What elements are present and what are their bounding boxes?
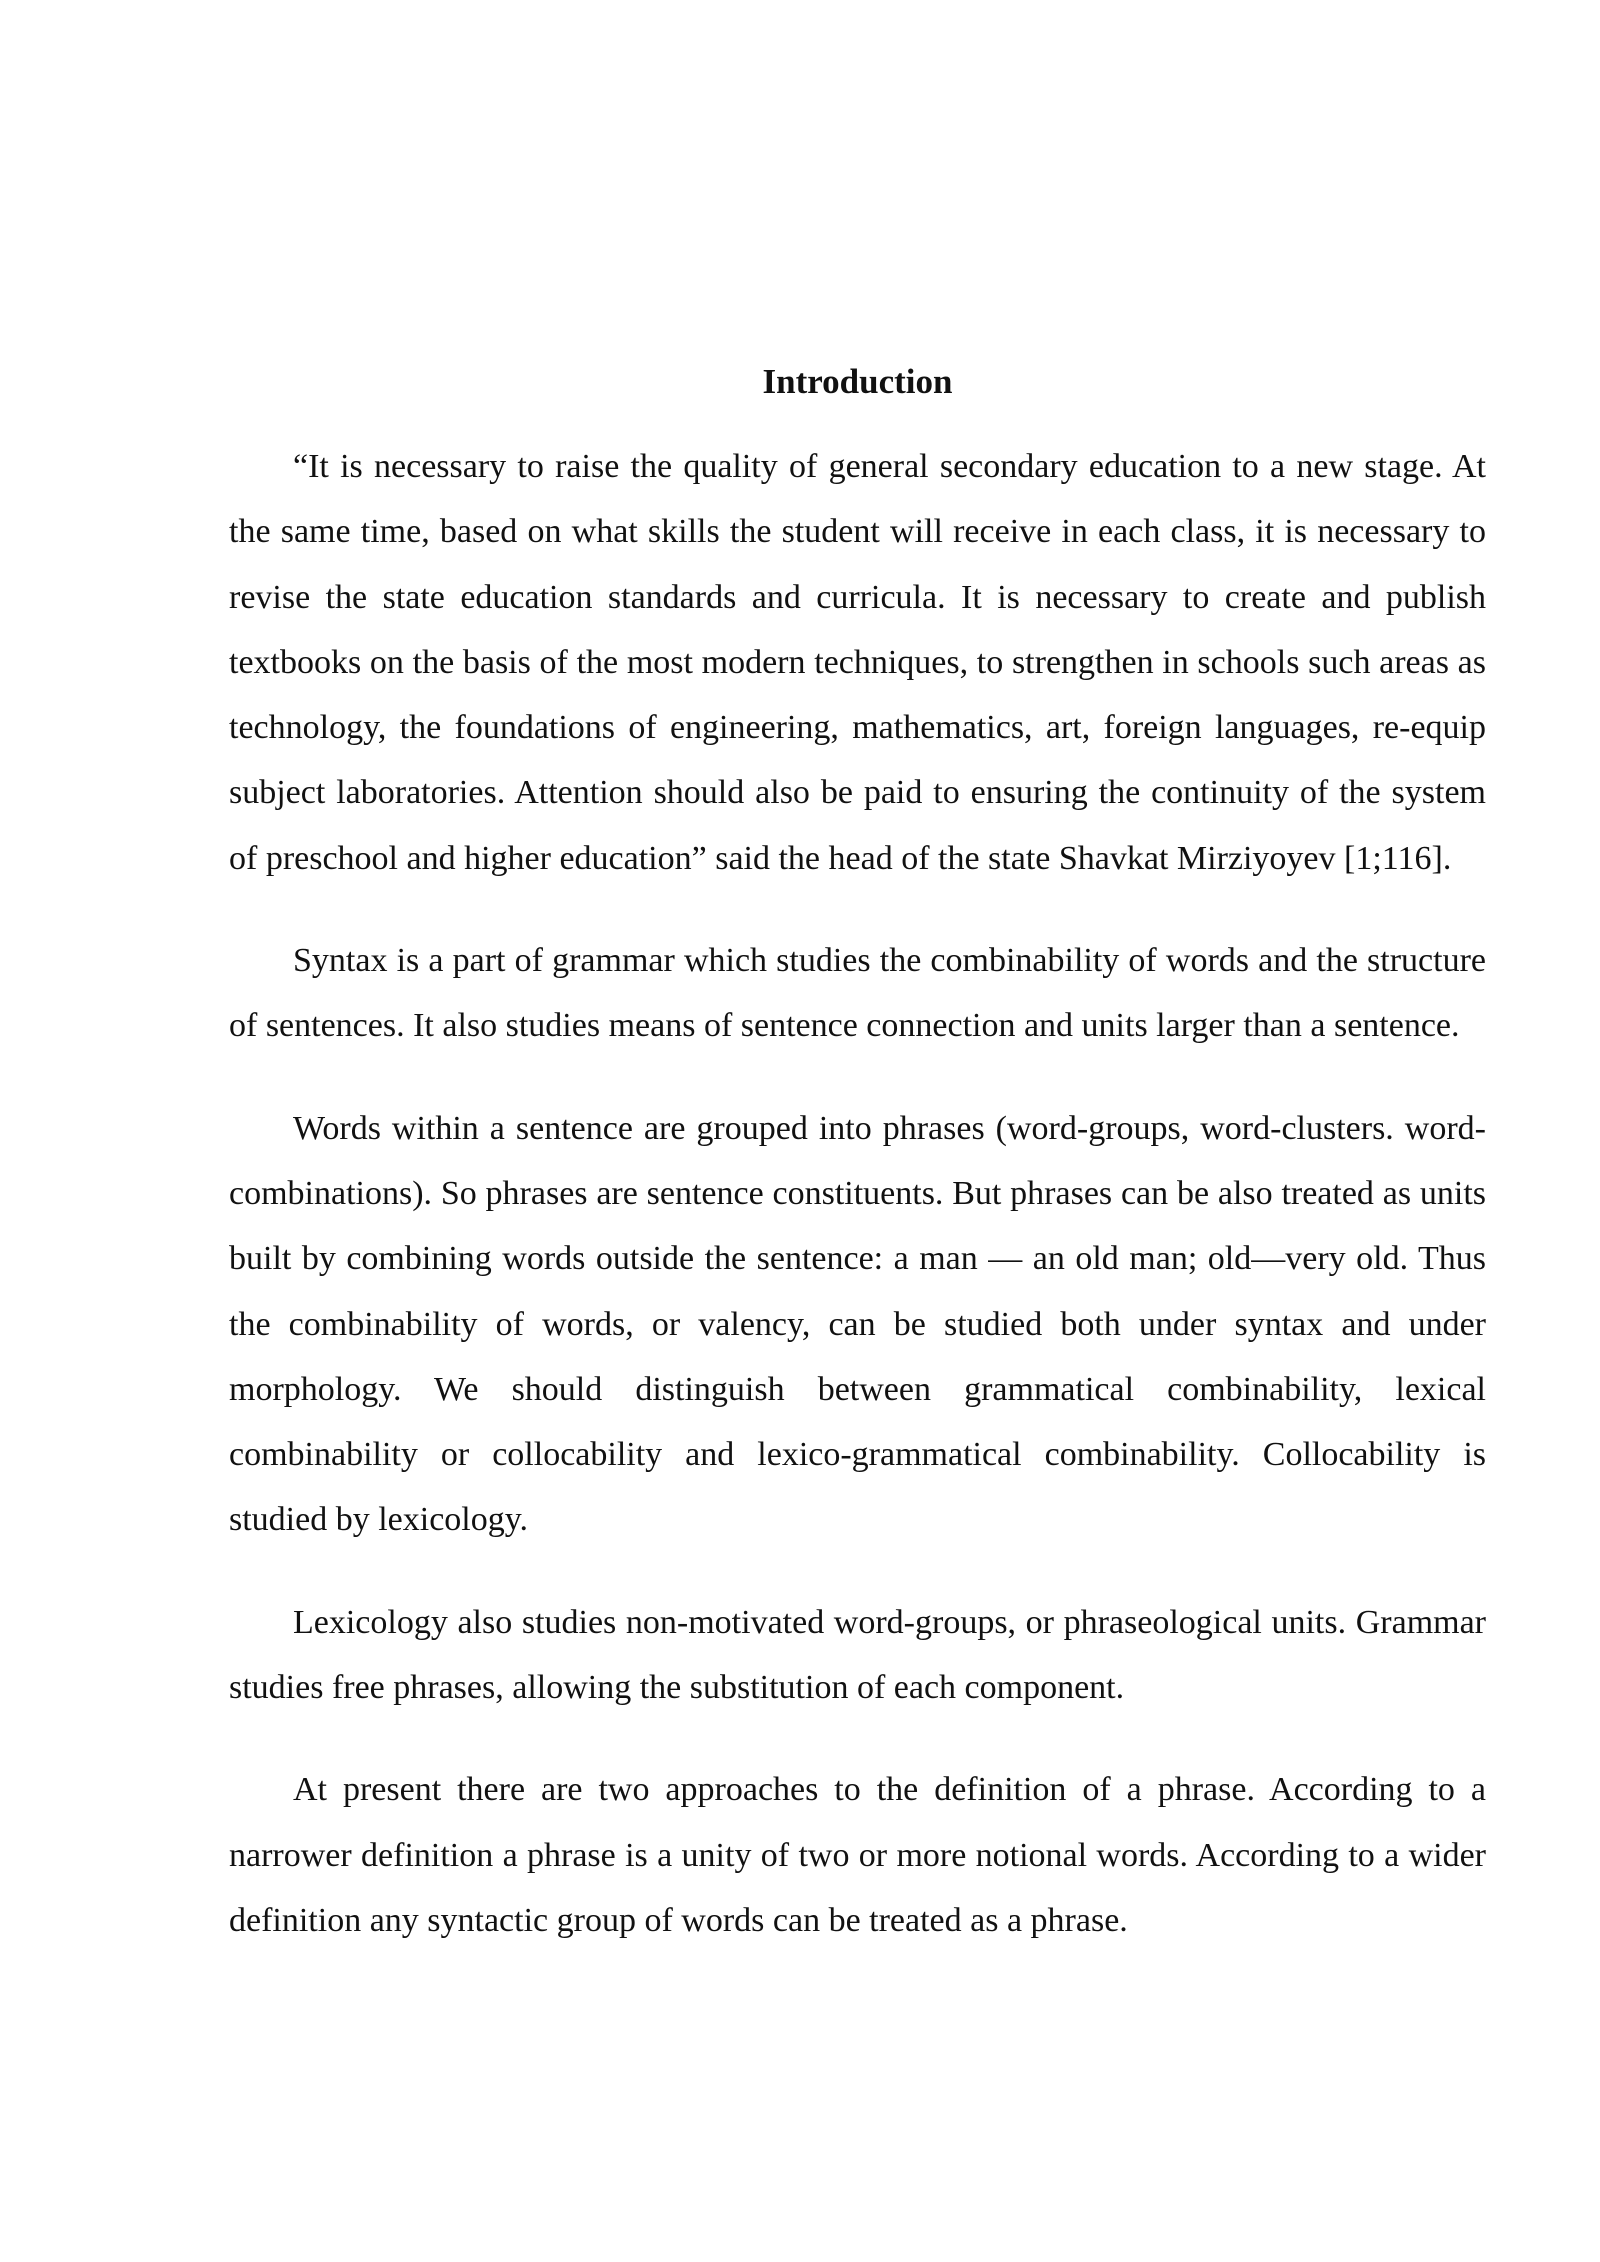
paragraph-lexicology: Lexicology also studies non-motivated word-groups, or phraseological units. Grammar studies free phrases, allowing the substitution of each component. — [229, 1603, 1486, 1707]
paragraph-definitions: At present there are two approaches to the definition of a phrase. According to a narrower definition a phrase is a unity of two or more notional words. According to a wider definition any syntactic group of words can be treated as a phrase. — [229, 1771, 1486, 1939]
page-content — [229, 352, 1486, 1990]
paragraph-phrases: Words within a sentence are grouped into phrases (word-groups, word-clusters. word-combinations). So phrases are sentence constituents. But phrases can be also treated as units built by combining words outside the sentence: a man — an old man; old—very old. Thus the combinability of words, or valency, can be studied both under syntax and under morphology. We should distinguish between grammatical combinability, lexical combinability or collocability and lexico-grammatical combinability. Collocability is studied by lexicology. — [229, 1109, 1486, 1539]
paragraph-syntax: Syntax is a part of grammar which studies the combinability of words and the structure of sentences. It also studies means of sentence connection and units larger than a sentence. — [229, 942, 1486, 1045]
paragraph-quote: “It is necessary to raise the quality of general secondary education to a new stage. At the same time, based on what skills the student will receive in each class, it is necessary to revise the state education standards and curricula. It is necessary to create and publish textbooks on the basis of the most modern techniques, to strengthen in schools such areas as technology, the foundations of engineering, mathematics, art, foreign languages, re-equip subject laboratories. Attention should also be paid to ensuring the continuity of the system of preschool and higher education” said the head of the state Shavkat Mirziyoyev [1;116]. — [229, 448, 1486, 877]
page-title: Introduction — [762, 362, 953, 401]
